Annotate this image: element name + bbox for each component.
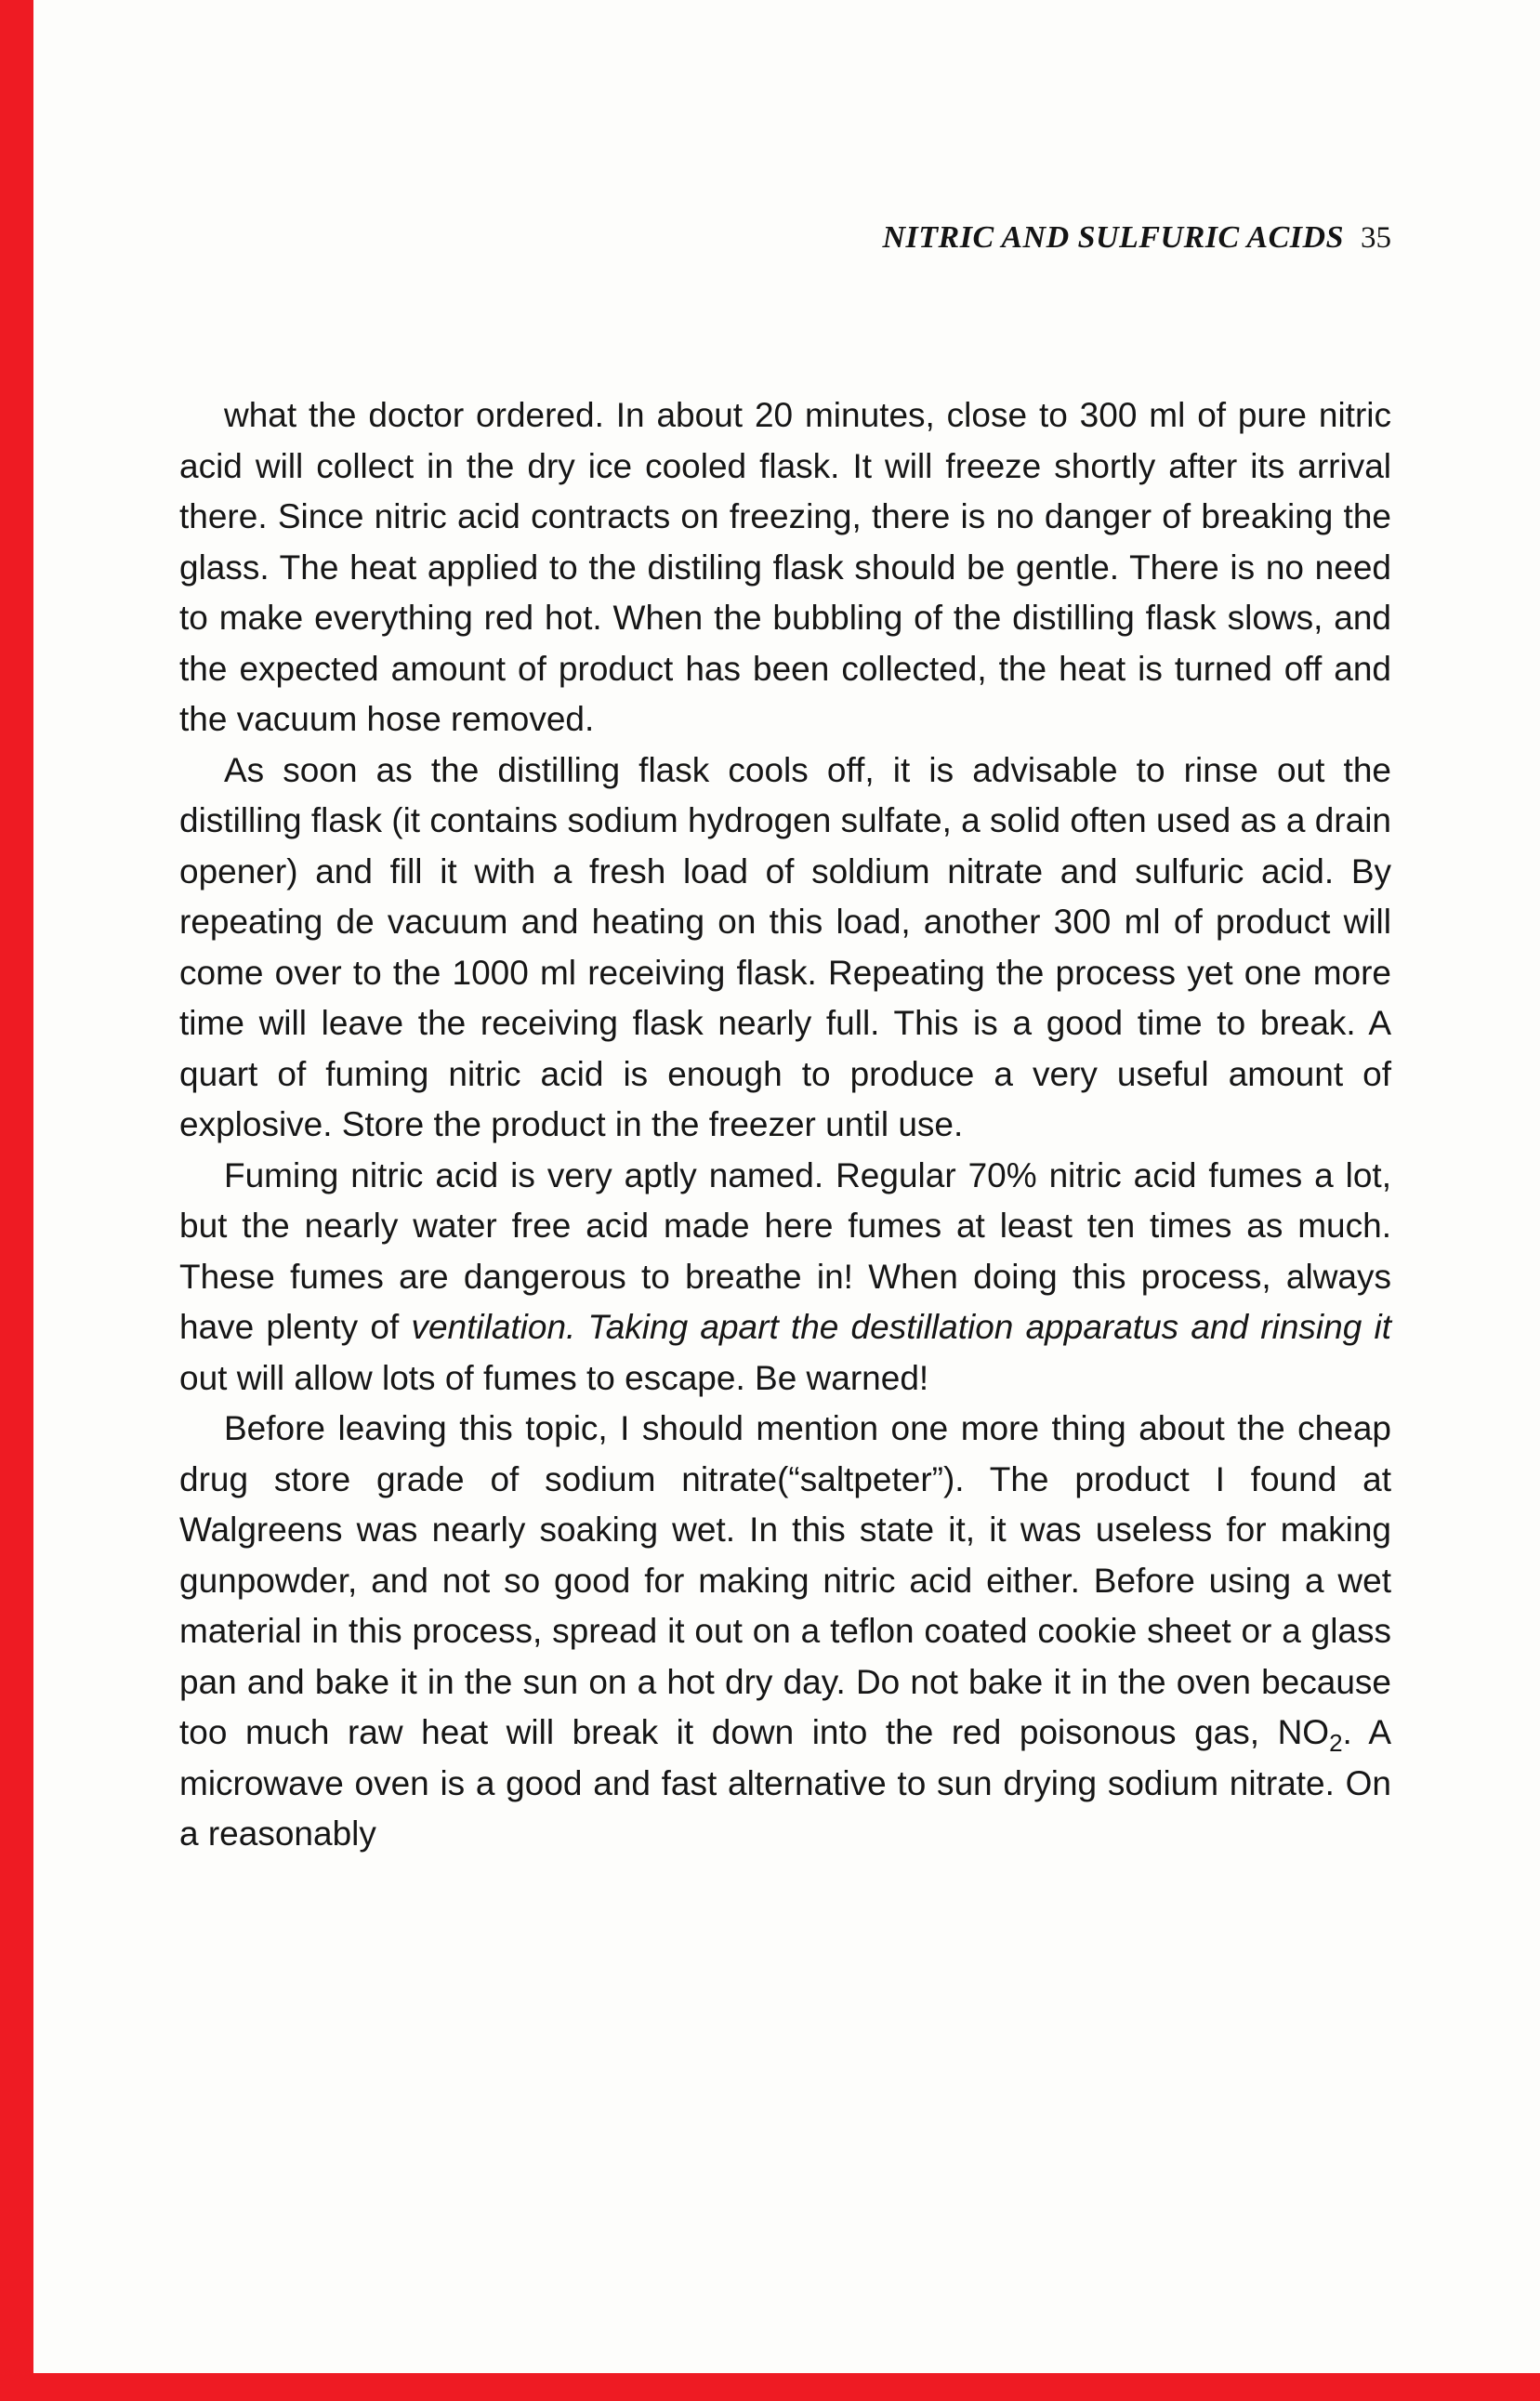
paragraph [179,745,1391,1151]
text-segment: . A microwave oven is a good and fast alternative to sun drying sodium nitrate. On a reasonably [179,1713,1391,1853]
italic-text: ventilation. Taking apart the destillation apparatus and rinsing it [411,1308,1391,1346]
running-header [179,219,1391,262]
text-segment: out will allow lots of fumes to escape. Be warned! [179,1358,929,1397]
paragraph [179,390,1391,745]
text-segment: As soon as the distilling flask cools off, it is advisable to rinse out the distilling flask (it contains sodium hydrogen sulfate, a solid often used as a drain opener) and fill it with a fresh load of soldium nitrate and sulfuric acid. By repeating de vacuum and heating on this load, another 300 ml of product will come over to the 1000 ml receiving flask. Repeating the process yet one more time will leave the receiving flask nearly full. This is a good time to break. A quart of fuming nitric acid is enough to produce a very useful amount of explosive. Store the product in the freezer until use. [179,750,1391,1143]
bottom-border-strip [0,2373,1540,2401]
text-segment: what the doctor ordered. In about 20 minutes, close to 300 ml of pure nitric acid will collect in the dry ice cooled flask. It will freeze shortly after its arrival there. Since nitric acid contracts on freezing, there is no danger of breaking the glass. The heat applied to the distiling flask should be gentle. There is no need to make everything red hot. When the bubbling of the distilling flask slows, and the expected amount of product has been collected, the heat is turned off and the vacuum hose removed. [179,396,1391,738]
body-text [179,390,1391,1860]
text-segment: Fuming nitric acid is very aptly named. Regular 70% nitric acid fumes a lot, but the nearly water free acid made here fumes at least ten times as much. These fumes are dangerous to breathe in! When doing this process, always have plenty of [179,1155,1391,1346]
text-segment: Before leaving this topic, I should mention one more thing about the cheap drug store grade of sodium nitrate(“saltpeter”). The product I found at Walgreens was nearly soaking wet. In this state it, it was useless for making gunpowder, and not so good for making nitric acid either. Before using a wet material in this process, spread it out on a teflon coated cookie sheet or a glass pan and bake it in the sun on a hot dry day. Do not bake it in the oven because too much raw heat will break it down into the red poisonous gas, NO [179,1409,1391,1751]
page-number: 35 [1361,221,1391,255]
subscript-text: 2 [1329,1729,1343,1757]
paragraph [179,1151,1391,1405]
paragraph [179,1404,1391,1860]
chapter-title: NITRIC AND SULFURIC ACIDS [882,220,1344,255]
